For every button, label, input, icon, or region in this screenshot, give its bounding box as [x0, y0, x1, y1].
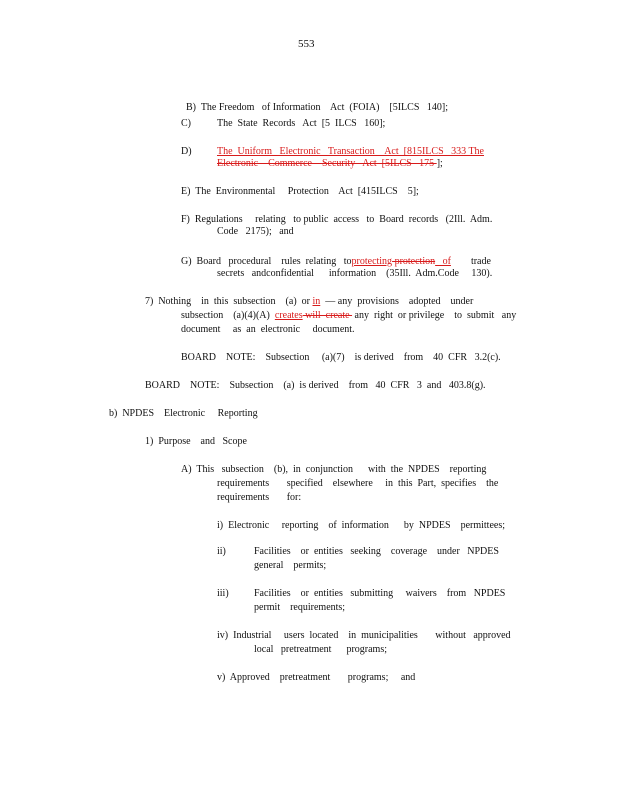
item-g-text-a: G) Board procedural rules relating to [181, 256, 352, 267]
para-7-line3: document as an electronic document. [181, 324, 355, 335]
item-a-line3: requirements for: [217, 492, 302, 503]
item-g-text-b: trade [450, 256, 491, 267]
item-g-line2: secrets andconfidential information (35Ill. Adm.Code 130). [217, 268, 493, 279]
para-7-line2 [181, 310, 516, 322]
board-note-a7: BOARD NOTE: Subsection (a)(7) is derived from 40 CFR 3.2(c). [181, 352, 501, 363]
para-7-line2-a: subsection (a)(4)(A) [181, 310, 275, 321]
item-v: v) Approved pretreatment programs; and [217, 672, 416, 683]
para-7-inserted-creates: creates [274, 310, 303, 321]
item-g-inserted: protecting [351, 256, 393, 267]
item-iv-line1: iv) Industrial users located in municipalities without approved [217, 630, 511, 641]
para-7-line2-b: any right or privilege to submit any [352, 310, 517, 321]
item-d-deleted-text: Electronic Commerce Security Act [5ILCS 175 [217, 158, 437, 169]
section-b1-heading: 1) Purpose and Scope [145, 436, 247, 447]
item-ii-line2: general permits; [254, 560, 327, 571]
para-7-text-a: 7) Nothing in this subsection (a) or [145, 296, 313, 307]
item-a-line2: requirements specified elsewhere in this Part, specifies the [217, 478, 499, 489]
item-i: i) Electronic reporting of information by NPDES permittees; [217, 520, 505, 531]
item-c-label: C) [181, 118, 191, 129]
item-g-line1 [181, 256, 491, 268]
board-note-a: BOARD NOTE: Subsection (a) is derived from 40 CFR 3 and 403.8(g). [145, 380, 486, 391]
page-number: 553 [298, 38, 315, 50]
item-d-tail: ]; [436, 158, 443, 169]
para-7-line1 [145, 296, 473, 308]
item-d-label: D) [181, 146, 192, 157]
section-b-heading: b) NPDES Electronic Reporting [109, 408, 258, 419]
item-ii-line1: Facilities or entities seeking coverage under NPDES [254, 546, 499, 557]
item-f-line2: Code 2175); and [217, 226, 294, 237]
item-e: E) The Environmental Protection Act [415ILCS 5]; [181, 186, 419, 197]
item-b [181, 90, 448, 114]
para-7-inserted-in: in [312, 296, 321, 307]
item-d-inserted-text: The Uniform Electronic Transaction Act [815ILCS 333 The [217, 146, 484, 157]
item-d-line2 [217, 158, 443, 170]
para-7-deleted-will-create: will create [302, 310, 353, 321]
item-f-line1: F) Regulations relating to public access to Board records (2Ill. Adm. [181, 214, 493, 225]
item-iii-label: iii) [217, 588, 229, 599]
item-b-text: The Freedom of Information Act (FOIA) [5ILCS 140]; [200, 102, 449, 113]
item-iii-line2: permit requirements; [254, 602, 346, 613]
item-b-label: B) [186, 102, 196, 113]
item-iii-line1: Facilities or entities submitting waivers from NPDES [254, 588, 506, 599]
para-7-text-b: — any provisions adopted under [320, 296, 474, 307]
item-iv-line2: local pretreatment programs; [254, 644, 388, 655]
item-g-deleted: protection [392, 256, 436, 267]
item-c-text: The State Records Act [5 ILCS 160]; [217, 118, 386, 129]
item-g-inserted-of: of [435, 256, 451, 267]
item-a-line1: A) This subsection (b), in conjunction with the NPDES reporting [181, 464, 487, 475]
item-ii-label: ii) [217, 546, 226, 557]
